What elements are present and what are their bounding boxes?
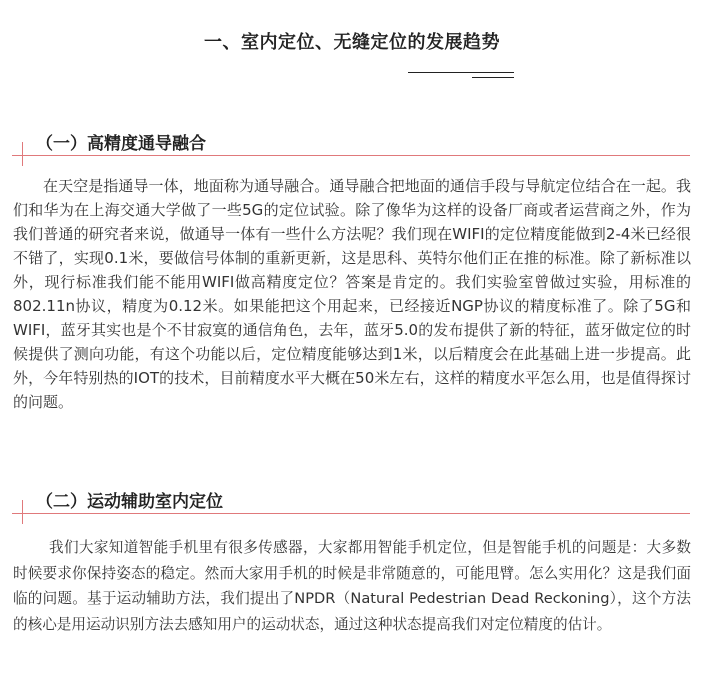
section-paragraph-1: 在天空是指通导一体，地面称为通导融合。通导融合把地面的通信手段与导航定位结合在一起。我们和华为在上海交通大学做了一些5G的定位试验。除了像华为这样的设备厂商或者运营商之外，作为我们普通的研究者来说，做通导一体有一些什么方法呢？我们现在WIFI的定位精度能做到2-4米已经很不错了，实现0.1米，要做信号体制的重新更新，这是思科、英特尔他们正在推的标准。除了新标准以外，现行标准我们能不能用WIFI做高精度定位？答案是肯定的。我们实验室曾做过实验，用标准的802.11n协议，精度为0.12米。如果能把这个用起来，已经接近NGP协议的精度标准了。除了5G和WIFI，蓝牙其实也是个不甘寂寞的通信角色，去年，蓝牙5.0的发布提供了新的特征，蓝牙做定位的时候提供了测向功能，有这个功能以后，定位精度能够达到1米，以后精度会在此基础上进一步提高。此外，今年特别热的IOT的技术，目前精度水平大概在50米左右，这样的精度水平怎么用，也是值得探讨的问题。 [13,177,691,411]
section-divider-1 [12,155,690,156]
section-paragraph-2: 我们大家知道智能手机里有很多传感器，大家都用智能手机定位，但是智能手机的问题是：大多数时候要求你保持姿态的稳定。然而大家用手机的时候是非常随意的，可能甩臂。怎么实用化？这是我们面临的问题。基于运动辅助方法，我们提出了NPDR（Natural Pedestrian Dead Reckoning），这个方法的核心是用运动识别方法去感知用户的运动状态，通过这种状态提高我们对定位精度的估计。 [13,539,691,633]
section-heading-2: （二）运动辅助室内定位 [36,492,223,512]
section-heading-1: （一）高精度通导融合 [36,134,206,154]
title-underline-accent [472,77,514,78]
section-divider-tick-2 [22,500,23,524]
page-title: 一、室内定位、无缝定位的发展趋势 [204,32,500,53]
section-divider-2 [12,513,690,514]
title-underline [408,72,514,73]
section-divider-tick-1 [22,142,23,166]
